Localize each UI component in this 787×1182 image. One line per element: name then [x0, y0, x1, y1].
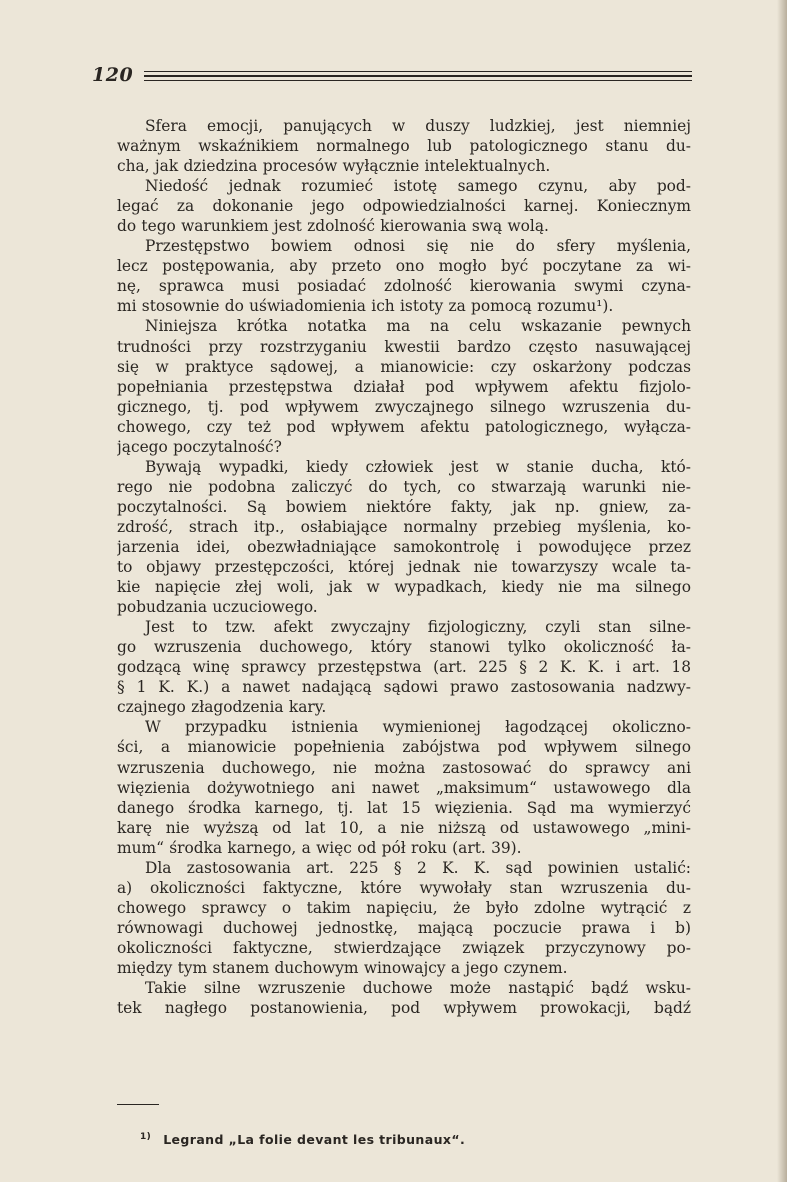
footnote-marker: 1)	[140, 1132, 152, 1142]
text-line: legać za dokonanie jego odpowiedzialności karnej. Koniecznym	[117, 197, 691, 216]
text-line: karę nie wyższą od lat 10, a nie niższą od ustawowego „mini-	[117, 818, 691, 837]
header-rule	[144, 80, 692, 81]
text-line: jarzenia idei, obezwładniające samokontrolę i powodujęce przez	[117, 537, 691, 556]
text-line: cha, jak dziedzina procesów wyłącznie intelektualnych.	[117, 157, 551, 176]
text-line: rego nie podobna zaliczyć do tych, co stwarzają warunki nie-	[117, 477, 691, 496]
text-line: ważnym wskaźnikiem normalnego lub patologicznego stanu du-	[117, 137, 691, 156]
footnote-text: Legrand „La folie devant les tribunaux“.	[163, 1132, 466, 1148]
text-line: pobudzania uczuciowego.	[117, 598, 318, 617]
text-line: Takie silne wzruszenie duchowe może nastąpić bądź wsku-	[145, 979, 691, 998]
text-line: tek nagłego postanowienia, pod wpływem prowokacji, bądź	[117, 999, 691, 1018]
text-line: Niniejsza krótka notatka ma na celu wskazanie pewnych	[145, 317, 691, 336]
text-line: danego środka karnego, tj. lat 15 więzienia. Sąd ma wymierzyć	[117, 798, 691, 817]
text-line: a) okoliczności faktyczne, które wywołały stan wzruszenia du-	[117, 878, 691, 897]
text-line: jącego poczytalność?	[117, 437, 282, 456]
text-line: § 1 K. K.) a nawet nadającą sądowi prawo zastosowania nadzwy-	[117, 678, 691, 697]
text-line: to objawy przestępczości, której jednak nie towarzyszy wcale ta-	[117, 558, 691, 577]
text-line: nę, sprawca musi posiadać zdolność kierowania swymi czyna-	[117, 277, 691, 296]
text-line: gicznego, tj. pod wpływem zwyczajnego silnego wzruszenia du-	[117, 397, 691, 416]
text-line: chowego, czy też pod wpływem afektu patologicznego, wyłącza-	[117, 417, 691, 436]
text-line: równowagi duchowej jednostkę, mającą poczucie prawa i b)	[117, 918, 691, 937]
text-line: więzienia dożywotniego ani nawet „maksimum“ ustawowego dla	[117, 778, 691, 797]
text-line: popełniania przestępstwa działał pod wpływem afektu fizjolo-	[117, 377, 691, 396]
footnote-separator	[117, 1104, 159, 1105]
text-line: go wzruszenia duchowego, który stanowi tylko okoliczność ła-	[117, 638, 691, 657]
text-line: lecz postępowania, aby przeto ono mogło być poczytane za wi-	[117, 257, 691, 276]
text-line: Dla zastosowania art. 225 § 2 K. K. sąd powinien ustalić:	[145, 858, 691, 877]
text-line: się w praktyce sądowej, a mianowicie: czy oskarżony podczas	[117, 357, 691, 376]
text-line: ści, a mianowicie popełnienia zabójstwa pod wpływem silnego	[117, 738, 691, 757]
footnote	[140, 1132, 465, 1147]
text-line: Jest to tzw. afekt zwyczajny fizjologiczny, czyli stan silne-	[145, 618, 691, 637]
page-spine-shadow	[777, 0, 787, 1182]
header-rule	[144, 75, 692, 77]
text-line: mi stosownie do uświadomienia ich istoty za pomocą rozumu¹).	[117, 297, 614, 316]
header-rule	[144, 71, 692, 72]
text-line: mum“ środka karnego, a więc od pół roku (art. 39).	[117, 838, 522, 857]
text-line: okoliczności faktyczne, stwierdzające związek przyczynowy po-	[117, 938, 691, 957]
page-number: 120	[92, 64, 134, 86]
text-line: do tego warunkiem jest zdolność kierowania swą wolą.	[117, 217, 549, 236]
text-line: między tym stanem duchowym winowajcy a jego czynem.	[117, 958, 568, 977]
text-line: chowego sprawcy o takim napięciu, że było zdolne wytrącić z	[117, 898, 691, 917]
text-line: poczytalności. Są bowiem niektóre fakty, jak np. gniew, za-	[117, 497, 691, 516]
body-text	[117, 116, 691, 1018]
text-line: wzruszenia duchowego, nie można zastosować do sprawcy ani	[117, 758, 691, 777]
text-line: zdrość, strach itp., osłabiające normalny przebieg myślenia, ko-	[117, 517, 691, 536]
text-line: Sfera emocji, panujących w duszy ludzkiej, jest niemniej	[145, 117, 691, 135]
text-line: Niedość jednak rozumieć istotę samego czynu, aby pod-	[145, 177, 691, 196]
page-header	[92, 64, 692, 86]
text-line: czajnego złagodzenia kary.	[117, 698, 327, 717]
text-line: godzącą winę sprawcy przestępstwa (art. 225 § 2 K. K. i art. 18	[117, 658, 691, 677]
text-line: Przestępstwo bowiem odnosi się nie do sfery myślenia,	[145, 237, 691, 256]
text-line: trudności przy rozstrzyganiu kwestii bardzo często nasuwającej	[117, 337, 691, 356]
text-line: kie napięcie złej woli, jak w wypadkach, kiedy nie ma silnego	[117, 578, 691, 597]
text-line: Bywają wypadki, kiedy człowiek jest w stanie ducha, któ-	[145, 457, 691, 476]
text-line: W przypadku istnienia wymienionej łagodzącej okoliczno-	[145, 718, 691, 737]
